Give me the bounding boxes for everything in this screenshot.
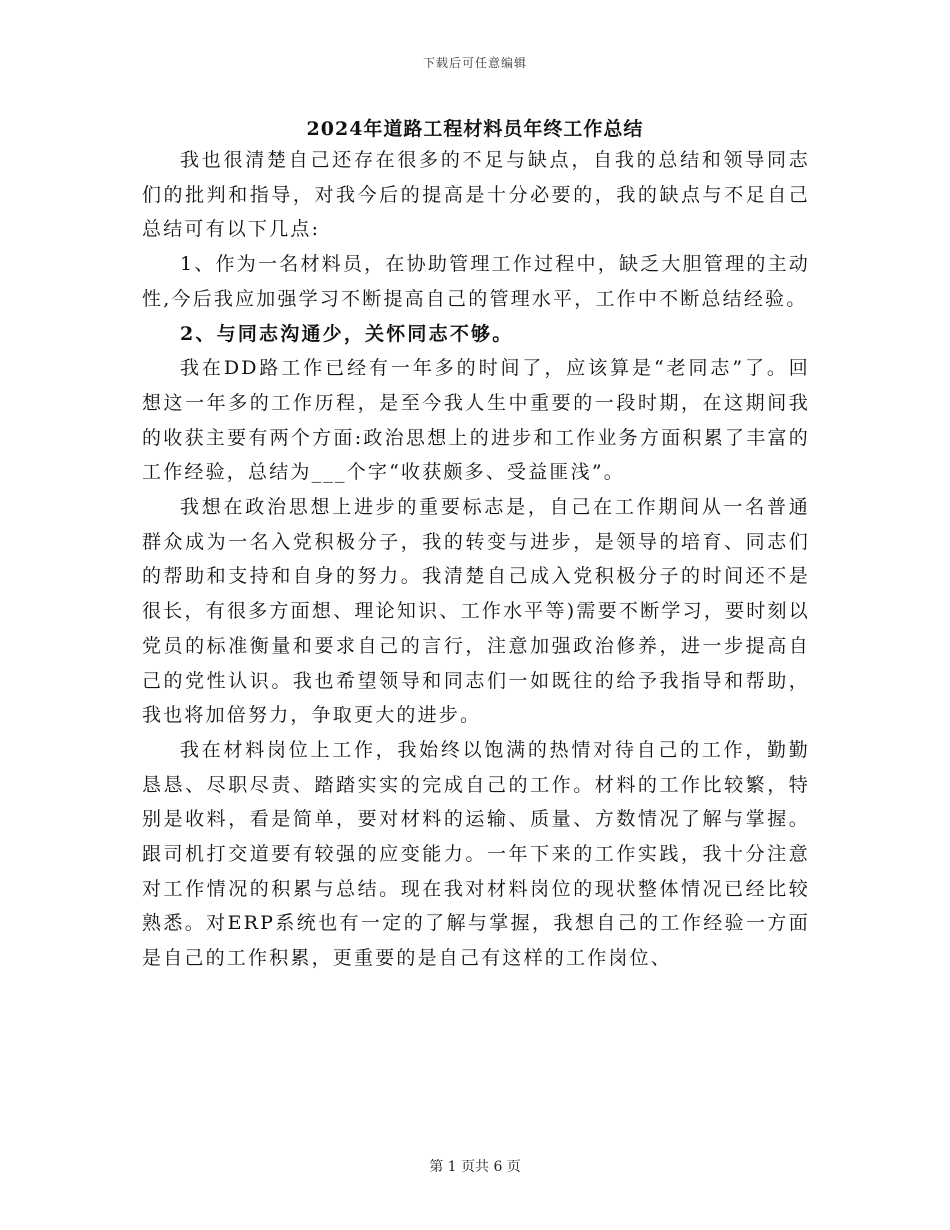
paragraph-point-1: 1、作为一名材料员，在协助管理工作过程中，缺乏大胆管理的主动性,今后我应加强学习不断提高自己的管理水平，工作中不断总结经验。 — [142, 253, 810, 310]
document-title: 2024年道路工程材料员年终工作总结 — [306, 118, 644, 140]
paragraph-materials-work: 我在材料岗位上工作，我始终以饱满的热情对待自己的工作，勤勤恳恳、尽职尽责、踏踏实实的完成自己的工作。材料的工作比较繁，特别是收料，看是简单，要对材料的运输、质量、方数情况了解与掌握。跟司机打交道要有较强的应变能力。一年下来的工作实践，我十分注意对工作情况的积累与总结。现在我对材料岗位的现状整体情况已经比较熟悉。对ERP系统也有一定的了解与掌握，我想自己的工作经验一方面是自己的工作积累，更重要的是自己有这样的工作岗位、 — [142, 738, 810, 970]
paragraph-point-2: 2、与同志沟通少，关怀同志不够。 — [180, 322, 514, 345]
paragraph-dd-road: 我在DD路工作已经有一年多的时间了，应该算是“老同志”了。回想这一年多的工作历程，是至今我人生中重要的一段时期，在这期间我的收获主要有两个方面:政治思想上的进步和工作业务方面积累了丰富的工作经验，总结为___个字“收获颇多、受益匪浅”。 — [142, 357, 810, 484]
document-body — [142, 143, 810, 976]
paragraph-political: 我想在政治思想上进步的重要标志是，自己在工作期间从一名普通群众成为一名入党积极分子，我的转变与进步，是领导的培育、同志们的帮助和支持和自身的努力。我清楚自己成入党积极分子的时间还不是很长，有很多方面想、理论知识、工作水平等)需要不断学习，要时刻以党员的标准衡量和要求自己的言行，注意加强政治修养，进一步提高自己的党性认识。我也希望领导和同志们一如既往的给予我指导和帮助，我也将加倍努力，争取更大的进步。 — [142, 496, 810, 727]
paragraph-intro: 我也很清楚自己还存在很多的不足与缺点，自我的总结和领导同志们的批判和指导，对我今后的提高是十分必要的，我的缺点与不足自己总结可有以下几点: — [142, 149, 810, 241]
header-note: 下载后可任意编辑 — [422, 56, 527, 70]
page-number: 第 1 页共 6 页 — [429, 1159, 521, 1175]
